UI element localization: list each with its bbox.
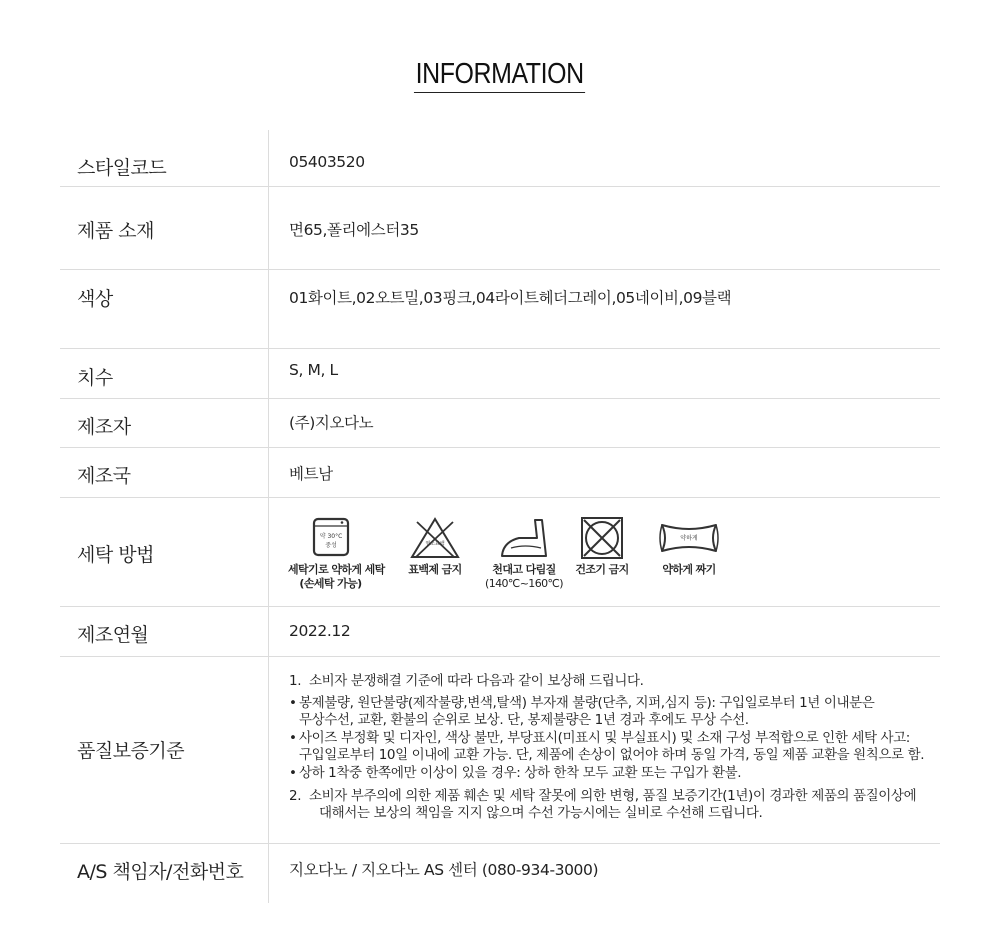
machine-wash-temp: 약 30°C (319, 533, 342, 540)
country-label: 제조국 (77, 465, 131, 487)
no-bleach-caption: 표백제 금지 (408, 563, 462, 576)
maker-label: 제조자 (77, 416, 131, 438)
machine-wash-caption: 세탁기로 약하게 세탁 (288, 563, 385, 576)
date-label: 제조연월 (77, 624, 149, 646)
warranty-text (289, 673, 939, 822)
info-table (60, 130, 940, 908)
warranty-bullet-2: • 사이즈 부정확 및 디자인, 색상 불만, 부당표시(미표시 및 부실표시) 및 소재 구성 부적합으로 인한 세탁 사고: 구입일로부터 10일 이내에 교환 가능. 단, 제품에 손상이 없어야 하며 동일 가격, 동일 제품 교환을 원칙으로 함. (289, 730, 939, 764)
row-maker (60, 399, 940, 448)
warranty-item-2: 2. 소비자 부주의에 의한 제품 훼손 및 세탁 잘못에 의한 변형, 품질 보증기간(1년)이 경과한 제품의 품질이상에 대해서는 보상의 책임을 지지 않으며 수선 가능시에는 실비로 수선해 드립니다. (289, 788, 917, 821)
care-icons (288, 516, 738, 601)
warranty-item-1: 1. 소비자 분쟁해결 기준에 따라 다음과 같이 보상해 드립니다. (289, 673, 644, 689)
no-tumble-dry-caption: 건조기 금지 (575, 563, 629, 576)
row-color (60, 270, 940, 349)
size-label: 치수 (77, 367, 113, 389)
row-material (60, 187, 940, 270)
material-value: 면65,폴리에스터35 (289, 221, 419, 239)
material-label: 제품 소재 (77, 220, 154, 242)
country-value: 베트남 (289, 465, 333, 483)
care-item-iron (476, 516, 572, 591)
row-country (60, 448, 940, 498)
row-style-code (60, 130, 940, 187)
iron-icon (497, 516, 551, 560)
wring-gently-icon (658, 516, 720, 560)
no-bleach-icon (409, 516, 461, 560)
care-item-wring (648, 516, 730, 577)
wring-text: 약하게 (680, 535, 698, 542)
row-date (60, 607, 940, 657)
row-as (60, 844, 940, 908)
page-title (0, 58, 1000, 93)
row-warranty (60, 657, 940, 844)
maker-value: (주)지오다노 (289, 414, 374, 432)
warranty-label: 품질보증기준 (77, 740, 185, 762)
iron-caption: 천대고 다림질 (492, 563, 556, 576)
machine-wash-caption-2: (손세탁 가능) (299, 577, 362, 590)
warranty-bullet-3: • 상하 1착중 한쪽에만 이상이 있을 경우: 상하 한착 모두 교환 또는 구입가 환불. (289, 765, 939, 782)
style-code-label: 스타일코드 (77, 157, 167, 179)
machine-wash-icon (311, 516, 351, 558)
row-size (60, 349, 940, 399)
wring-caption: 약하게 짜기 (662, 563, 716, 576)
care-item-machine-wash (288, 516, 385, 591)
warranty-bullet-1: • 봉제불량, 원단불량(제작불량,변색,탈색) 부자재 불량(단추, 지퍼,심지 등): 구입일로부터 1년 이내분은 무상수선, 교환, 환불의 순위로 보상. 단, 봉제불량은 1년 경과 후에도 무상 수선. (289, 695, 939, 729)
machine-wash-detergent: 중성 (324, 542, 337, 549)
no-bleach-text: 염소표백 (425, 541, 445, 547)
care-item-no-bleach (402, 516, 468, 577)
style-code-value: 05403520 (289, 153, 365, 171)
iron-caption-2: (140℃~160℃) (485, 577, 563, 590)
page-title-text: INFORMATION (414, 58, 585, 93)
size-value: S, M, L (289, 361, 338, 379)
date-value: 2022.12 (289, 622, 351, 640)
care-item-no-tumble-dry (571, 516, 633, 577)
washing-label: 세탁 방법 (77, 544, 154, 566)
row-washing (60, 498, 940, 607)
no-tumble-dry-icon (579, 516, 625, 560)
color-value: 01화이트,02오트밀,03핑크,04라이트헤더그레이,05네이비,09블랙 (289, 289, 732, 307)
as-label: A/S 책임자/전화번호 (77, 861, 244, 883)
color-label: 색상 (77, 288, 113, 310)
as-value: 지오다노 / 지오다노 AS 센터 (080-934-3000) (289, 861, 599, 879)
